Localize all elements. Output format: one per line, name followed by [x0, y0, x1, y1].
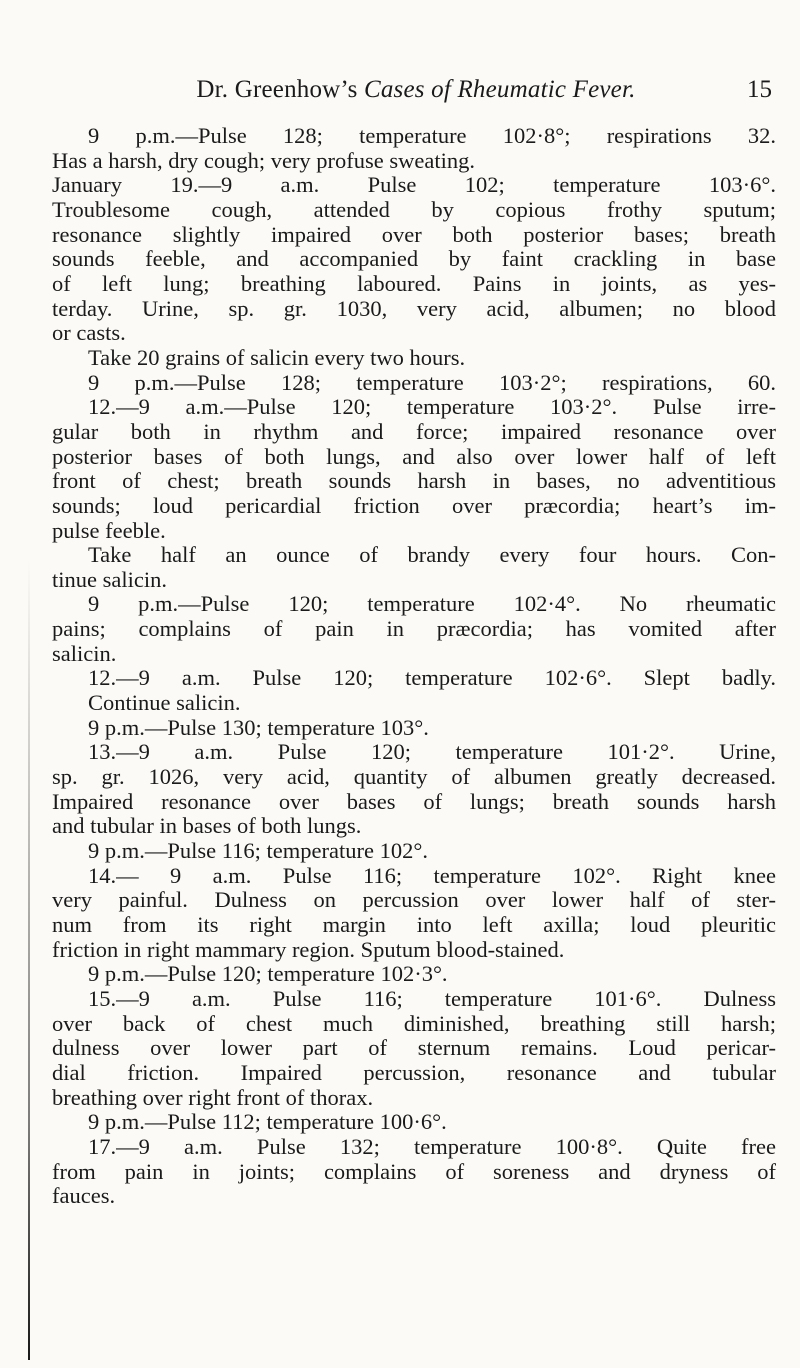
running-head	[120, 76, 712, 104]
text-line: breathing over right front of thorax.	[52, 1085, 374, 1110]
text-line: and tubular in bases of both lungs.	[52, 814, 362, 839]
text-line: 14.— 9 a.m. Pulse 116; temperature 102°. Right knee	[88, 863, 776, 888]
text-line: 9 p.m.—Pulse 112; temperature 100·6°.	[88, 1110, 447, 1135]
text-line: January 19.—9 a.m. Pulse 102; temperature 103·6°.	[52, 173, 776, 198]
text-line: terday. Urine, sp. gr. 1030, very acid, albumen; no blood	[52, 296, 776, 321]
text-line: resonance slightly impaired over both posterior bases; breath	[52, 222, 776, 247]
text-line: 9 p.m.—Pulse 120; temperature 102·3°.	[88, 962, 448, 987]
text-line: 9 p.m.—Pulse 116; temperature 102°.	[88, 839, 428, 864]
text-line: 9 p.m.—Pulse 128; temperature 102·8°; respirations 32.	[88, 124, 776, 148]
running-head-italic-title: Cases of Rheumatic Fever.	[363, 76, 636, 103]
text-line: gular both in rhythm and force; impaired resonance over	[52, 419, 776, 444]
case-notes-text	[52, 124, 776, 1209]
text-line: sounds feeble, and accompanied by faint crackling in base	[52, 247, 776, 272]
text-line: 9 p.m.—Pulse 128; temperature 103·2°; respirations, 60.	[88, 370, 776, 395]
text-line: 17.—9 a.m. Pulse 132; temperature 100·8°. Quite free	[88, 1134, 776, 1159]
text-line: tinue salicin.	[52, 567, 167, 592]
text-line: 15.—9 a.m. Pulse 116; temperature 101·6°. Dulness	[88, 986, 776, 1011]
text-line: Continue salicin.	[88, 691, 241, 716]
text-line: sounds; loud pericardial friction over præcordia; heart’s im-	[52, 493, 776, 518]
text-line: of left lung; breathing laboured. Pains in joints, as yes-	[52, 271, 776, 296]
text-line: Troublesome cough, attended by copious frothy sputum;	[52, 197, 776, 222]
text-line: sp. gr. 1026, very acid, quantity of albumen greatly decreased.	[52, 765, 776, 790]
text-line: fauces.	[52, 1184, 116, 1209]
text-line: num from its right margin into left axilla; loud pleuritic	[52, 913, 776, 937]
page-number: 15	[747, 76, 772, 103]
gutter-shadow	[28, 560, 30, 1360]
text-line: 13.—9 a.m. Pulse 120; temperature 101·2°. Urine,	[88, 740, 776, 765]
text-line: 9 p.m.—Pulse 130; temperature 103°.	[88, 715, 429, 740]
text-line: friction in right mammary region. Sputum blood-stained.	[52, 937, 565, 962]
text-line: Impaired resonance over bases of lungs; breath sounds harsh	[52, 789, 776, 814]
text-line: dulness over lower part of sternum remains. Loud pericar-	[52, 1036, 776, 1061]
text-line: front of chest; breath sounds harsh in bases, no adventitious	[52, 469, 776, 494]
text-line: posterior bases of both lungs, and also over lower half of left	[52, 444, 776, 469]
text-line: 12.—9 a.m. Pulse 120; temperature 102·6°. Slept badly.	[88, 666, 776, 691]
text-line: Has a harsh, dry cough; very profuse sweating.	[52, 148, 476, 173]
text-line: salicin.	[52, 641, 117, 666]
text-line: dial friction. Impaired percussion, resonance and tubular	[52, 1060, 776, 1085]
text-line: very painful. Dulness on percussion over lower half of ster-	[52, 888, 776, 913]
text-line: pains; complains of pain in præcordia; has vomited after	[52, 617, 776, 642]
text-line: from pain in joints; complains of soreness and dryness of	[52, 1159, 776, 1184]
text-line: 12.—9 a.m.—Pulse 120; temperature 103·2°. Pulse irre-	[88, 395, 776, 420]
text-line: 9 p.m.—Pulse 120; temperature 102·4°. No rheumatic	[88, 592, 776, 617]
running-head-prefix: Dr. Greenhow’s	[196, 76, 364, 103]
text-line: over back of chest much diminished, breathing still harsh;	[52, 1011, 776, 1036]
page-header	[120, 76, 772, 112]
text-line: Take half an ounce of brandy every four hours. Con-	[88, 543, 776, 568]
text-line: or casts.	[52, 321, 126, 346]
text-line: Take 20 grains of salicin every two hours.	[88, 345, 466, 370]
text-line: pulse feeble.	[52, 518, 166, 543]
